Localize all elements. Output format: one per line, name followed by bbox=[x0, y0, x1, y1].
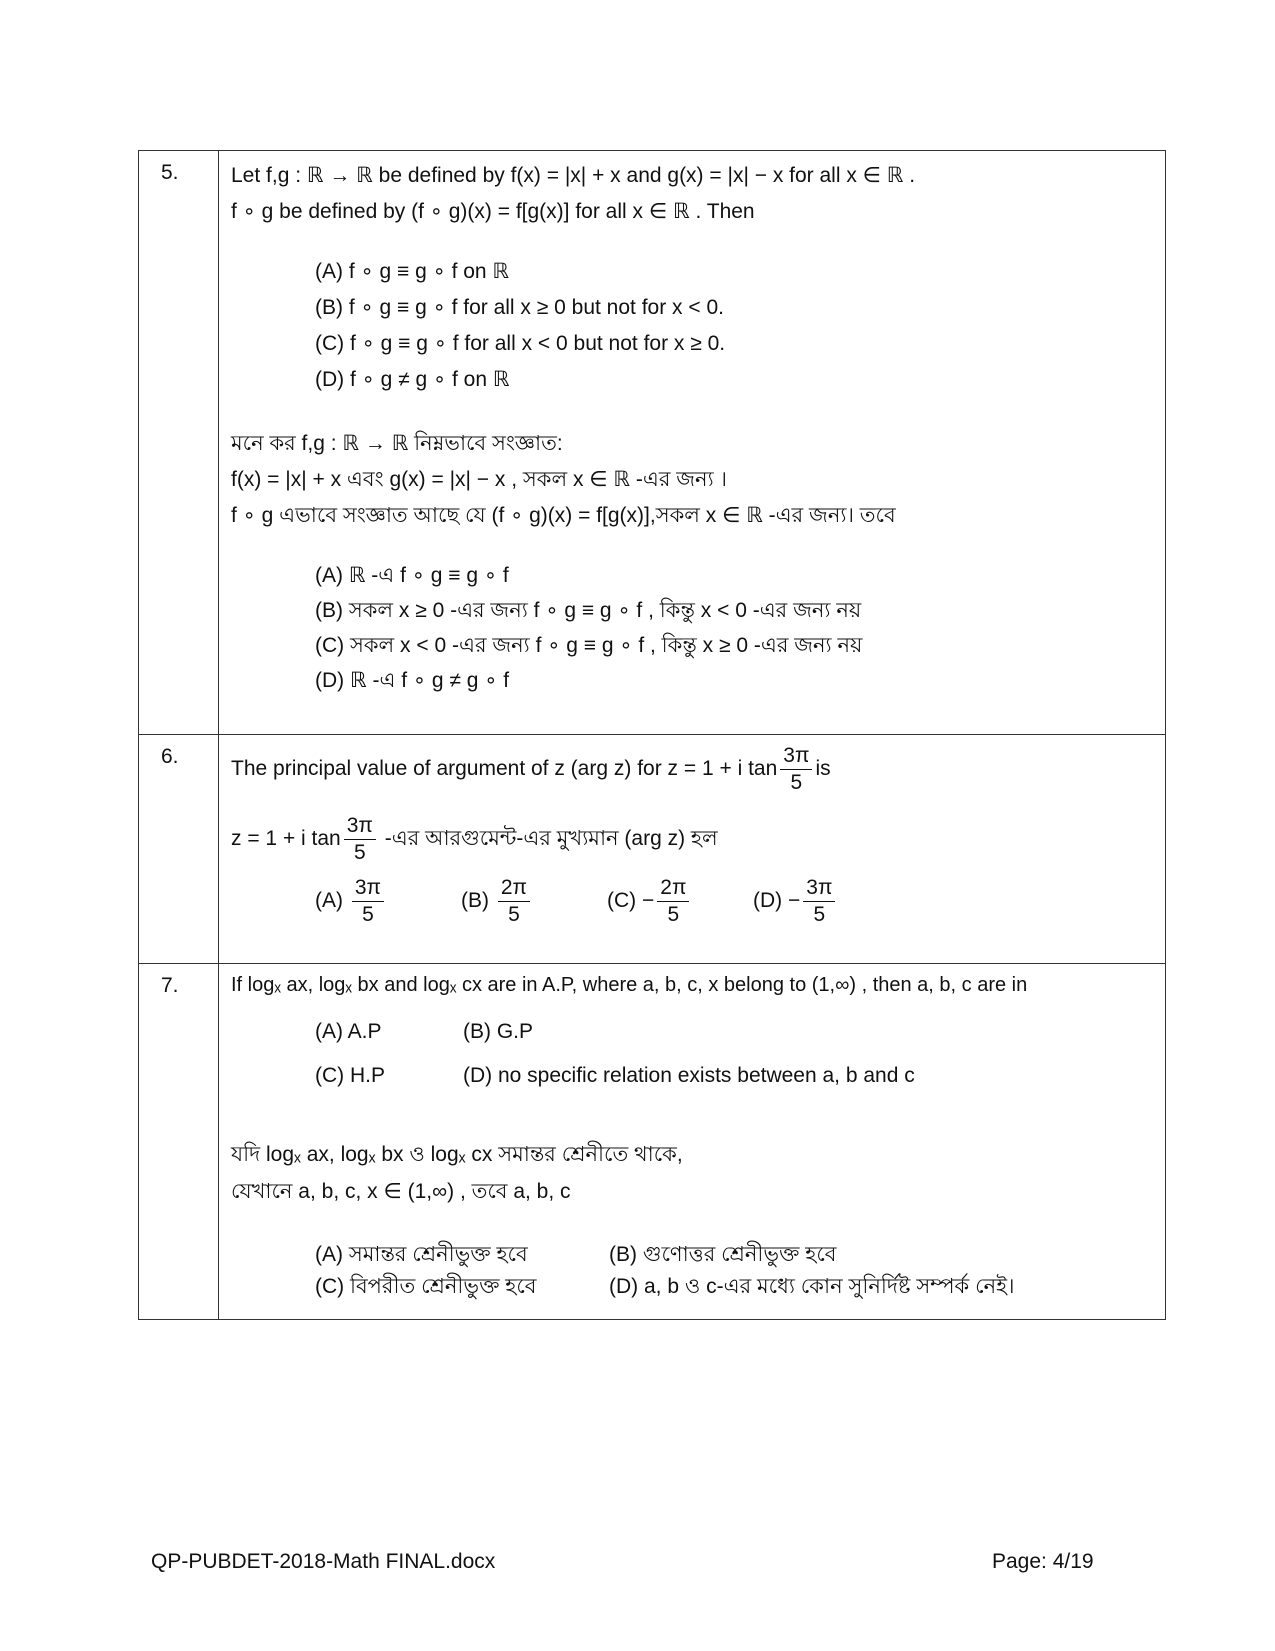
question-row-5 bbox=[139, 151, 1166, 735]
footer-file-name: QP-PUBDET-2018-Math FINAL.docx bbox=[151, 1550, 496, 1573]
fraction-numerator: 3π bbox=[780, 743, 812, 770]
question-number: 5. bbox=[161, 161, 179, 184]
question-text-prefix: The principal value of argument of z (arg z) for z = 1 + i tan bbox=[231, 757, 778, 781]
option-bengali: (C) বিপরীত শ্রেনীভুক্ত হবে bbox=[315, 1275, 537, 1298]
question-text bbox=[231, 743, 1153, 807]
fraction-numerator: 3π bbox=[344, 813, 376, 840]
question-text: If logₓ ax, logₓ bx and logₓ cx are in A.P, where a, b, c, x belong to (1,∞) , then a, b, c are in bbox=[231, 974, 1028, 996]
question-text-bengali bbox=[231, 813, 1153, 875]
option-bengali: (D) a, b ও c-এর মধ্যে কোন সুনির্দিষ্ট সম্পর্ক নেই। bbox=[609, 1275, 1015, 1298]
question-text-bengali: যদি logₓ ax, logₓ bx ও logₓ cx সমান্তর শ্রেনীতে থাকে, bbox=[231, 1143, 683, 1166]
question-row-6 bbox=[139, 735, 1166, 964]
question-body bbox=[219, 964, 1166, 1320]
option: (B) $\frac{2\pi}{5}$ bbox=[461, 875, 607, 937]
options-row bbox=[231, 1270, 1153, 1302]
option: (A) $\frac{3\pi}{5}$ bbox=[315, 875, 461, 937]
option: (B) f ∘ g ≡ g ∘ f for all x ≥ 0 but not for x < 0. bbox=[315, 296, 724, 319]
question-number: 7. bbox=[161, 974, 179, 997]
question-row-7 bbox=[139, 964, 1166, 1320]
question-table bbox=[138, 150, 1166, 1320]
option: (D) no specific relation exists between a, b and c bbox=[463, 1064, 915, 1087]
fraction bbox=[780, 743, 812, 796]
option: (C) − $\frac{2\pi}{5}$ bbox=[607, 875, 753, 937]
question-body bbox=[219, 151, 1166, 735]
option: (A) A.P bbox=[315, 1020, 382, 1043]
question-text-bengali: মনে কর f,g : ℝ → ℝ নিম্নভাবে সংজ্ঞাত: bbox=[231, 432, 563, 455]
option-bengali: (C) সকল x < 0 -এর জন্য f ∘ g ≡ g ∘ f , কিন্তু x ≥ 0 -এর জন্য নয় bbox=[315, 634, 863, 657]
option-bengali: (A) সমান্তর শ্রেনীভুক্ত হবে bbox=[315, 1243, 528, 1266]
question-text-suffix: is bbox=[815, 757, 831, 781]
option: (B) G.P bbox=[463, 1020, 534, 1043]
option-bengali: (B) সকল x ≥ 0 -এর জন্য f ∘ g ≡ g ∘ f , কিন্তু x < 0 -এর জন্য নয় bbox=[315, 599, 862, 622]
question-text-bengali: f ∘ g এভাবে সংজ্ঞাত আছে যে (f ∘ g)(x) = f[g(x)],সকল x ∈ ℝ -এর জন্য। তবে bbox=[231, 504, 896, 527]
question-text-bengali: যেখানে a, b, c, x ∈ (1,∞) , তবে a, b, c bbox=[231, 1180, 571, 1203]
question-number: 6. bbox=[161, 745, 179, 768]
options-row bbox=[231, 875, 1153, 937]
options-row bbox=[231, 1020, 1153, 1064]
option: (D) f ∘ g ≠ g ∘ f on ℝ bbox=[315, 368, 510, 391]
option: (D) − $\frac{3\pi}{5}$ bbox=[753, 875, 899, 937]
footer-page-number: Page: 4/19 bbox=[992, 1550, 1094, 1573]
option: (C) H.P bbox=[315, 1064, 385, 1087]
option: (C) f ∘ g ≡ g ∘ f for all x < 0 but not for x ≥ 0. bbox=[315, 332, 726, 355]
question-text-prefix: z = 1 + i tan bbox=[231, 827, 341, 851]
fraction-denominator: 5 bbox=[790, 771, 803, 794]
question-text: Let f,g : ℝ → ℝ be defined by f(x) = |x| + x and g(x) = |x| − x for all x ∈ ℝ . bbox=[231, 164, 916, 187]
option-bengali: (B) গুণোত্তর শ্রেনীভুক্ত হবে bbox=[609, 1243, 837, 1266]
question-text-bengali: f(x) = |x| + x এবং g(x) = |x| − x , সকল x ∈ ℝ -এর জন্য । bbox=[231, 468, 727, 491]
option-bengali: (D) ℝ -এ f ∘ g ≠ g ∘ f bbox=[315, 669, 510, 692]
fraction-denominator: 5 bbox=[353, 841, 366, 864]
option-bengali: (A) ℝ -এ f ∘ g ≡ g ∘ f bbox=[315, 564, 509, 587]
question-text: f ∘ g be defined by (f ∘ g)(x) = f[g(x)] for all x ∈ ℝ . Then bbox=[231, 200, 755, 223]
options-row bbox=[231, 1238, 1153, 1270]
options-row bbox=[231, 1064, 1153, 1108]
question-text-suffix: -এর আরগুমেন্ট-এর মুখ্যমান (arg z) হল bbox=[378, 827, 718, 851]
question-body bbox=[219, 735, 1166, 964]
option: (A) f ∘ g ≡ g ∘ f on ℝ bbox=[315, 260, 510, 283]
fraction bbox=[344, 813, 376, 866]
